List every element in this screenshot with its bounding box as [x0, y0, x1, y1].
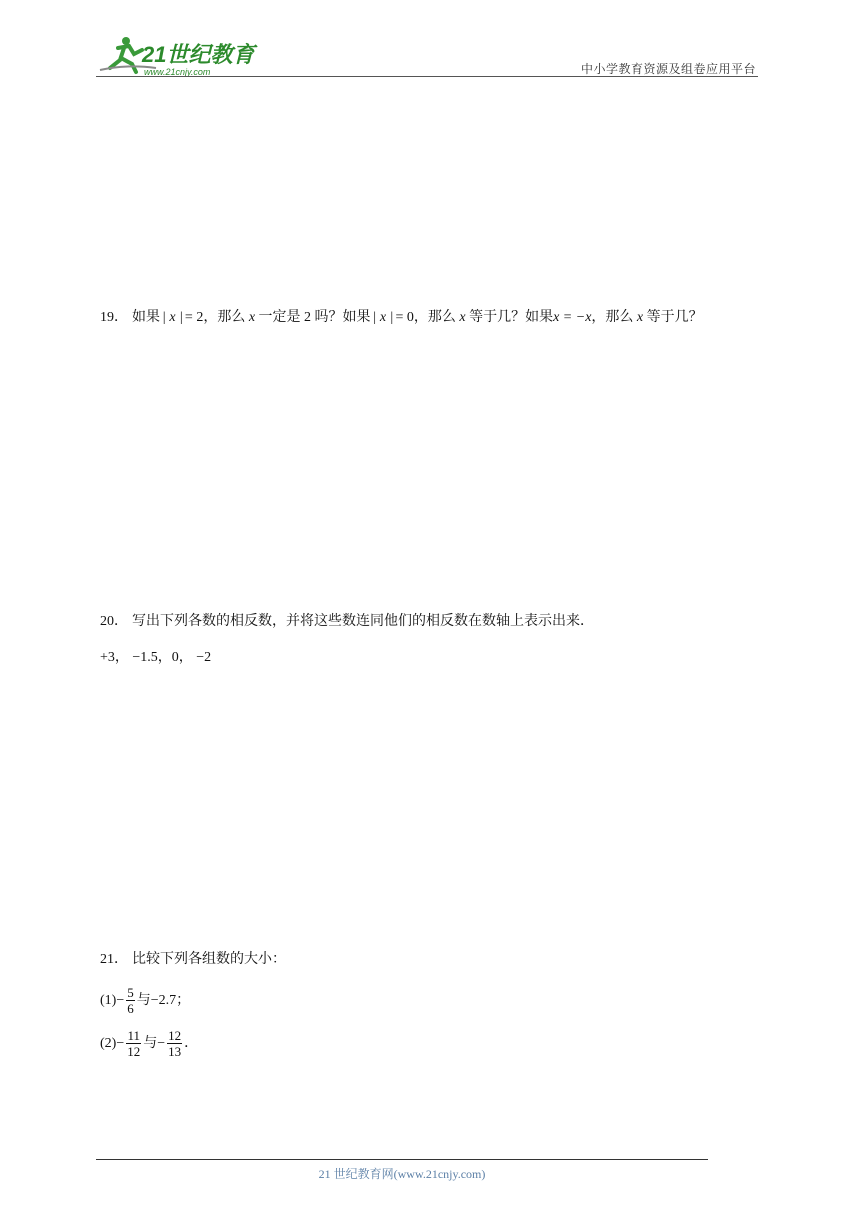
header-divider: [96, 76, 758, 77]
logo-21cnjy: [96, 34, 266, 78]
question-number: 19．: [100, 310, 128, 325]
question-20: [100, 612, 594, 632]
number-list: +3， −1.5，0， −2: [100, 650, 212, 665]
sub-question-1: (1)− $\frac{5}{6}$ 与−2.7；: [100, 985, 191, 1017]
fraction: $\frac{11}{12}$: [127, 1028, 141, 1060]
fraction: $\frac{5}{6}$: [127, 985, 134, 1017]
page-header: [96, 34, 758, 80]
question-text: 写出下列各数的相反数，并将这些数连同他们的相反数在数轴上表示出来．: [132, 614, 594, 629]
equation: x = −x: [553, 310, 592, 325]
var-x: x: [248, 310, 256, 325]
question-21: [100, 950, 286, 970]
fraction: $\frac{12}{13}$: [168, 1028, 182, 1060]
var-x: x: [459, 310, 466, 325]
sub-question-2: (2)− $\frac{11}{12}$ 与− $\frac{12}{13}$ ．: [100, 1028, 199, 1060]
svg-text:21世纪教育: 21世纪教育: [142, 42, 255, 67]
svg-text:www.21cnjy.com: www.21cnjy.com: [144, 67, 211, 77]
abs-x: | x |: [372, 310, 394, 325]
question-number: 20．: [100, 614, 128, 629]
abs-x: | x |: [162, 310, 183, 325]
var-x: x: [636, 310, 644, 325]
footer-divider: [96, 1159, 708, 1160]
platform-name: 中小学教育资源及组卷应用平台: [580, 62, 756, 76]
question-text: 比较下列各组数的大小：: [132, 952, 286, 967]
question-19: 19． 如果 | x | = 2，那么 x 一定是 2 吗？如果 | x | = 0，那么 x 等于几？如果x = −x，那么 x 等于几？: [100, 308, 703, 328]
question-number: 21．: [100, 952, 128, 967]
footer-link[interactable]: 21 世纪教育网(www.21cnjy.com): [318, 1167, 486, 1181]
